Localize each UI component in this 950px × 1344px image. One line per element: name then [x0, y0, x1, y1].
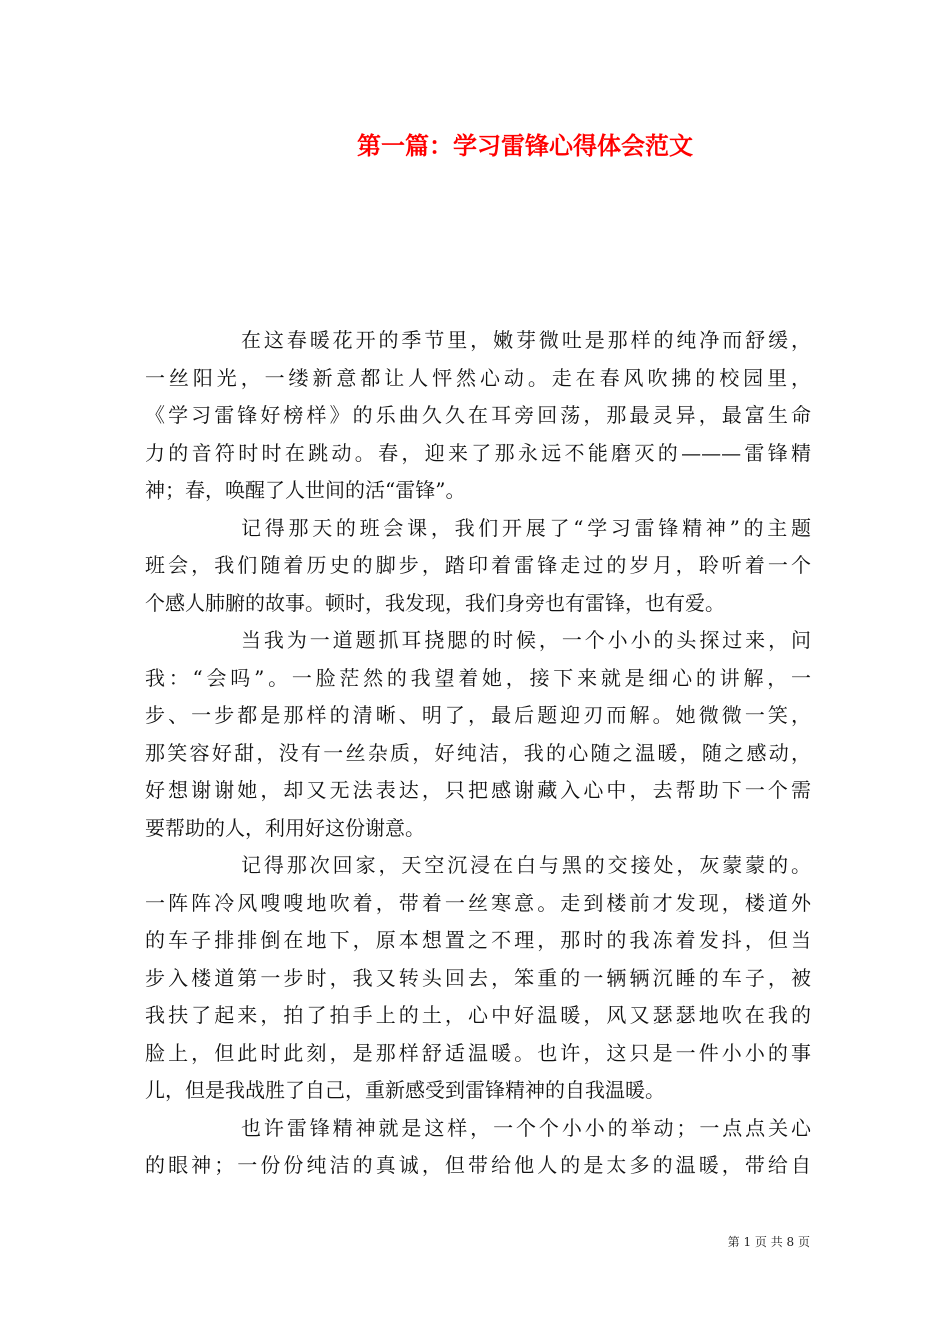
paragraph-line: 好想谢谢她，却又无法表达，只把感谢藏入心中，去帮助下一个需 — [145, 778, 811, 802]
paragraph-line: 一丝阳光，一缕新意都让人怦然心动。走在春风吹拂的校园里， — [145, 365, 811, 390]
document-title: 第一篇：学习雷锋心得体会范文 — [357, 131, 693, 160]
paragraph-line: 个感人肺腑的故事。顿时，我发现，我们身旁也有雷锋，也有爱。 — [145, 590, 725, 615]
paragraph-line: 记得那次回家，天空沉浸在白与黑的交接处，灰蒙蒙的。 — [241, 853, 811, 877]
paragraph-line: 记得那天的班会课，我们开展了“学习雷锋精神”的主题 — [241, 515, 811, 540]
paragraph-line: 步、一步都是那样的清晰、明了，最后题迎刃而解。她微微一笑， — [145, 703, 811, 727]
paragraph-line: 《学习雷锋好榜样》的乐曲久久在耳旁回荡，那最灵异，最富生命 — [145, 403, 811, 427]
paragraph-line: 神；春，唤醒了人世间的活“雷锋”。 — [145, 478, 466, 502]
paragraph-line: 那笑容好甜，没有一丝杂质，好纯洁，我的心随之温暖，随之感动， — [145, 740, 811, 765]
paragraph-line: 的车子排排倒在地下，原本想置之不理，那时的我冻着发抖，但当 — [145, 928, 811, 952]
paragraph-line: 班会，我们随着历史的脚步，踏印着雷锋走过的岁月，聆听着一个 — [145, 553, 811, 577]
paragraph-line: 我扶了起来，拍了拍手上的土，心中好温暖，风又瑟瑟地吹在我的 — [145, 1003, 811, 1027]
paragraph-line: 脸上，但此时此刻，是那样舒适温暖。也许，这只是一件小小的事 — [145, 1040, 811, 1065]
paragraph-line: 一阵阵冷风嗖嗖地吹着，带着一丝寒意。走到楼前才发现，楼道外 — [145, 890, 811, 915]
document-body — [145, 322, 811, 1185]
paragraph-line: 当我为一道题抓耳挠腮的时候，一个小小的头探过来，问 — [241, 628, 811, 652]
page-number-footer: 第 1 页 共 8 页 — [727, 1235, 810, 1249]
paragraph-line: 在这春暖花开的季节里，嫩芽微吐是那样的纯净而舒缓， — [241, 328, 811, 352]
paragraph-line: 要帮助的人，利用好这份谢意。 — [145, 815, 425, 840]
paragraph-line: 儿，但是我战胜了自己，重新感受到雷锋精神的自我温暖。 — [145, 1078, 665, 1102]
paragraph-line: 步入楼道第一步时，我又转头回去，笨重的一辆辆沉睡的车子，被 — [145, 965, 811, 990]
paragraph-line: 力的音符时时在跳动。春，迎来了那永远不能磨灭的———雷锋精 — [145, 440, 811, 465]
paragraph-line: 也许雷锋精神就是这样，一个个小小的举动；一点点关心 — [241, 1115, 811, 1140]
paragraph-line: 我：“会吗”。一脸茫然的我望着她，接下来就是细心的讲解，一 — [145, 665, 811, 690]
paragraph-line: 的眼神；一份份纯洁的真诚，但带给他人的是太多的温暖，带给自 — [145, 1153, 811, 1177]
